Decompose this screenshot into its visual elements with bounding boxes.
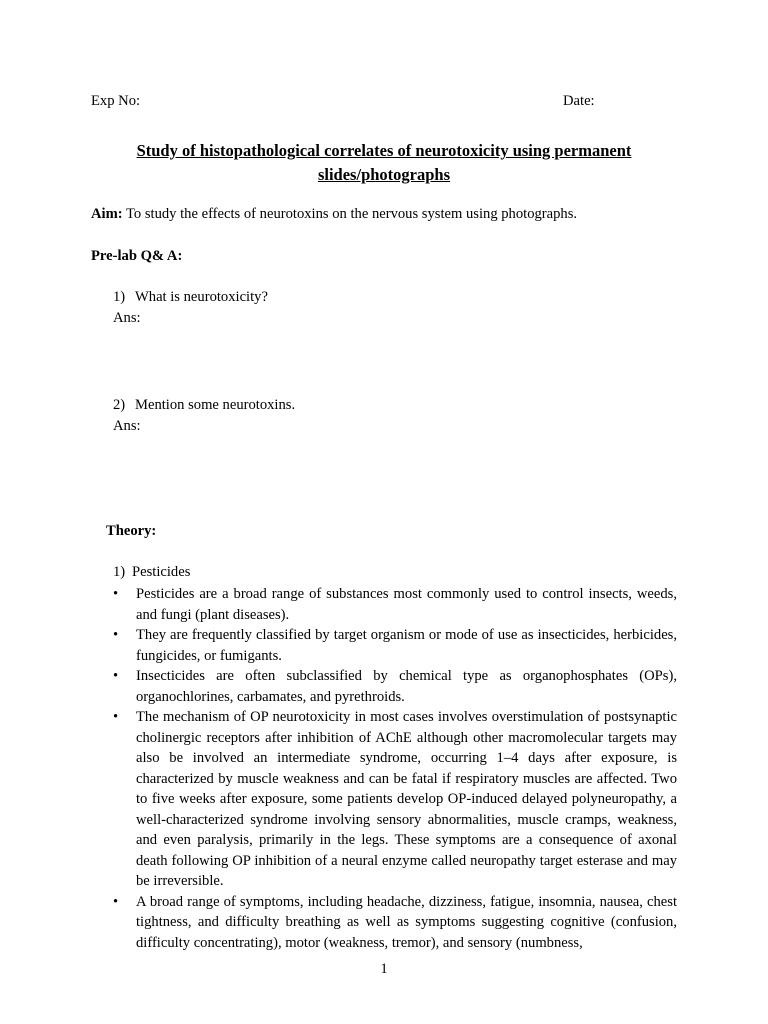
exp-no-label: Exp No: [91, 93, 141, 109]
question-text: What is neurotoxicity? [135, 289, 268, 305]
prelab-question-2 [113, 397, 295, 414]
bullet-icon: • [113, 668, 119, 684]
list-item-text: They are frequently classified by target organism or mode of use as insecticides, herbicides, fungicides, or fumigants. [136, 627, 677, 664]
section-title: Pesticides [132, 564, 191, 580]
section-number: 1) [113, 564, 126, 580]
title-line-2: slides/photographs [317, 165, 451, 184]
list-item [113, 892, 677, 954]
aim-paragraph [91, 206, 577, 223]
date-label: Date: [563, 93, 595, 109]
prelab-question-1 [113, 289, 268, 306]
question-number: 1) [113, 289, 126, 305]
theory-section-1-title [113, 564, 190, 581]
bullet-icon: • [113, 627, 119, 643]
list-item-text: Pesticides are a broad range of substances most commonly used to control insects, weeds, and fungi (plant diseases). [136, 586, 677, 623]
page-number: 1 [380, 961, 388, 977]
list-item-text: A broad range of symptoms, including headache, dizziness, fatigue, insomnia, nausea, chest tightness, and difficulty breathing as well as symptoms suggesting cognitive (confusion, difficulty concentrating), motor (weakness, tremor), and sensory (numbness, [136, 893, 677, 951]
prelab-heading: Pre-lab Q& A: [91, 248, 183, 264]
question-number: 2) [113, 397, 126, 413]
bullet-icon: • [113, 586, 119, 602]
bullet-icon: • [113, 893, 119, 910]
list-item-text: The mechanism of OP neurotoxicity in most cases involves overstimulation of postsynaptic cholinergic receptors after inhibition of AChE although other macromolecular targets may also be involved an intermediate syndrome, occurring 1–4 days after exposure, is characterized by muscle weakness and can be fatal if respiratory muscles are affected. Two to five weeks after exposure, some patients develop OP-induced delayed polyneuropathy, a well-characterized syndrome involving sensory abnormalities, muscle cramps, weakness, and even paralysis, primarily in the legs. These symptoms are a consequence of axonal death following OP inhibition of a neural enzyme called neuropathy target esterase and may be irreversible. [136, 709, 677, 889]
list-item [113, 666, 677, 707]
pesticides-bullet-list [113, 584, 677, 953]
prelab-answer-2-label: Ans: [113, 418, 141, 434]
list-item [113, 707, 677, 892]
bullet-icon: • [113, 709, 119, 725]
list-item [113, 584, 677, 625]
aim-label: Aim: [91, 206, 123, 222]
prelab-answer-1-label: Ans: [113, 310, 141, 326]
document-title [90, 139, 678, 187]
aim-text: To study the effects of neurotoxins on the nervous system using photographs. [122, 206, 578, 222]
list-item-text: Insecticides are often subclassified by chemical type as organophosphates (OPs), organochlorines, carbamates, and pyrethroids. [136, 668, 677, 705]
list-item [113, 625, 677, 666]
title-line-1: Study of histopathological correlates of neurotoxicity using permanent [136, 141, 632, 160]
theory-heading: Theory: [106, 523, 157, 539]
question-text: Mention some neurotoxins. [135, 397, 296, 413]
